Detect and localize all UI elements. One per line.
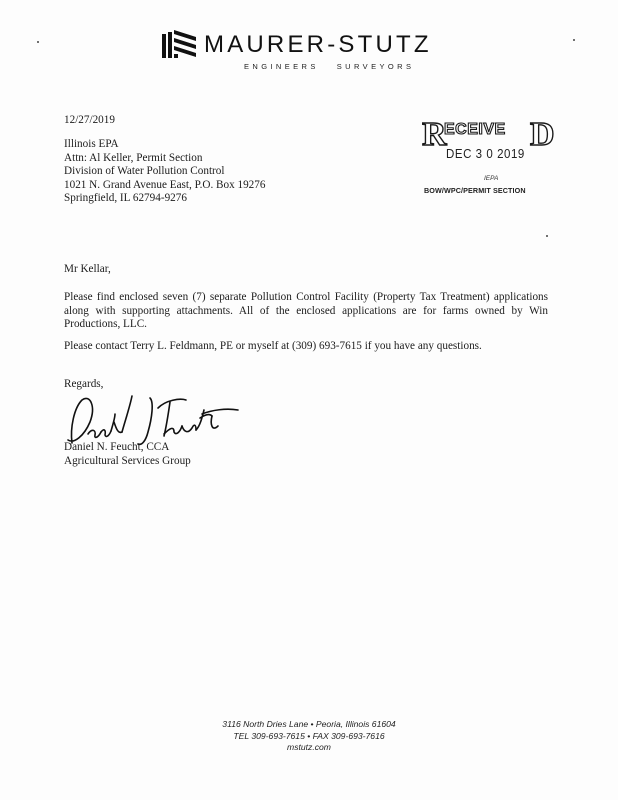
tagline-engineers: ENGINEERS (244, 62, 319, 71)
stamp-section: BOW/WPC/PERMIT SECTION (424, 186, 526, 195)
footer-phone: TEL 309-693-7615 • FAX 309-693-7616 (233, 730, 385, 741)
footer (0, 719, 618, 754)
address-line: Division of Water Pollution Control (64, 165, 225, 177)
company-logo-icon (162, 30, 196, 60)
received-stamp (414, 115, 554, 201)
stamp-agency: IEPA (484, 175, 499, 182)
svg-text:ECEIVE: ECEIVE (444, 121, 506, 138)
signer-name: Daniel N. Feucht, CCA (64, 441, 170, 453)
company-tagline (244, 62, 414, 71)
scan-speck (546, 235, 548, 237)
recipient-address (64, 138, 265, 206)
signer-block (64, 441, 191, 468)
salutation: Mr Kellar, (64, 263, 111, 275)
stamp-date: DEC 3 0 2019 (446, 147, 525, 161)
closing: Regards, (64, 378, 104, 390)
tagline-surveyors: SURVEYORS (336, 62, 415, 71)
company-name: MAURER-STUTZ (204, 31, 432, 58)
svg-text:D: D (530, 116, 555, 153)
letter-date: 12/27/2019 (64, 114, 115, 126)
scan-speck (573, 39, 575, 41)
scan-speck (37, 41, 39, 43)
address-line: Springfield, IL 62794-9276 (64, 192, 187, 204)
address-line: Illinois EPA (64, 138, 119, 150)
body-paragraph: Please contact Terry L. Feldmann, PE or myself at (309) 693-7615 if you have any questions. (64, 340, 482, 352)
svg-text:R: R (422, 116, 447, 153)
body-paragraph: Please find enclosed seven (7) separate Pollution Control Facility (Property Tax Treatment) applications along with supporting attachments. All of the enclosed applications are for farms owned by Win Productions, LLC. (64, 291, 548, 330)
footer-website: mstutz.com (287, 742, 331, 752)
address-line: Attn: Al Keller, Permit Section (64, 151, 203, 164)
signer-group: Agricultural Services Group (64, 454, 191, 467)
letterhead (0, 28, 618, 76)
footer-address: 3116 North Dries Lane • Peoria, Illinois 61604 (222, 719, 396, 729)
address-line: 1021 N. Grand Avenue East, P.O. Box 19276 (64, 178, 266, 191)
